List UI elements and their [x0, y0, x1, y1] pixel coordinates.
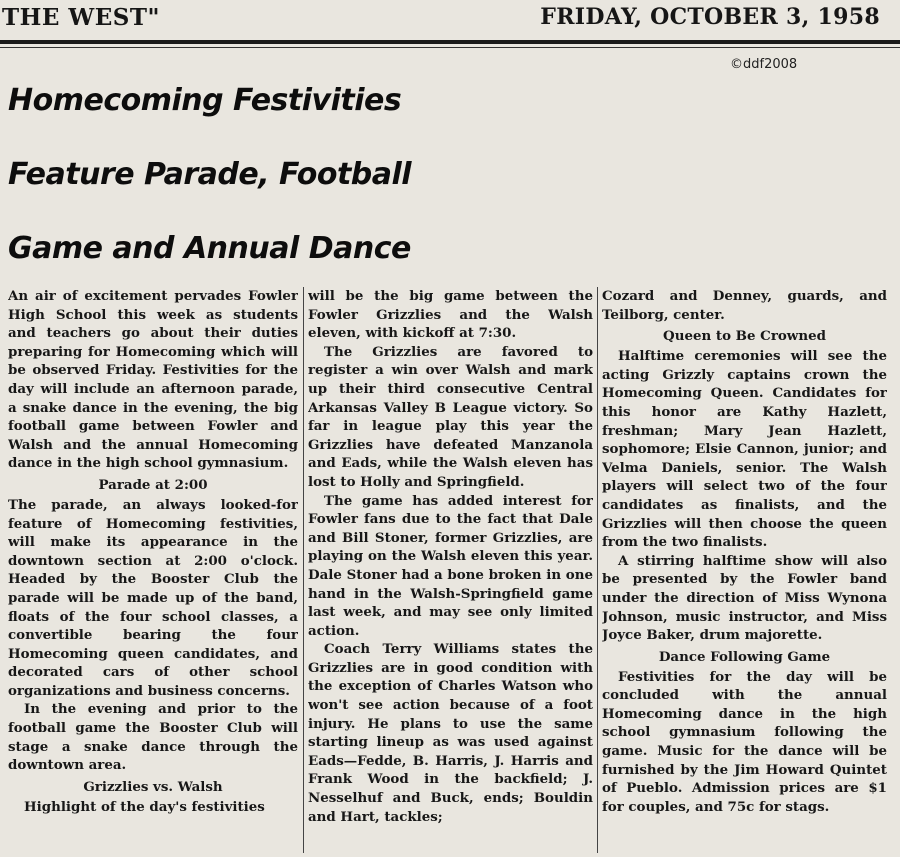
paragraph: Halftime ceremonies will see the acting Grizzly captains crown the Homecoming Queen. Candidates for this honor are Kathy Hazlett, freshman; Mary Jean Hazlett, sophomore; Elsie Cannon, junior; and Velma Daniels, senior. The Walsh players will select two of the four candidates as finalists, and the Grizzlies will then choose the queen from the two finalists. [602, 348, 887, 551]
masthead-thin-rule [0, 47, 900, 48]
subhead-dance: Dance Following Game [658, 648, 831, 665]
column-divider [303, 287, 304, 853]
masthead [0, 0, 900, 44]
paragraph: The parade, an always looked-for feature of Homecoming festivities, will make its appearance in the downtown section at 2:00 o'clock. Headed by the Booster Club the parade will be made up of the band, floats of the four school classes, a convertible bearing the four Homecoming queen candidates, and decorated cars of other school organizations and business concerns. [8, 496, 298, 699]
paragraph: Festivities for the day will be concluded with the annual Homecoming dance in the high school gymnasium following the game. Music for the dance will be furnished by the Jim Howard Quintet of Pueblo. Admission prices are $1 for couples, and 75c for stags. [602, 668, 887, 815]
paragraph: An air of excitement pervades Fowler High School this week as students and teachers go about their duties preparing for Homecoming which will be observed Friday. Festivities for the day will include an afternoon parade, a snake dance in the evening, the big football game between Fowler and Walsh and the annual Homecoming dance in the high school gymnasium. [8, 288, 298, 472]
column-2 [308, 287, 593, 853]
paragraph: Highlight of the day's festivities [24, 798, 265, 815]
subhead-grizzlies-vs-walsh: Grizzlies vs. Walsh [83, 778, 223, 795]
paragraph: In the evening and prior to the football game the Booster Club will stage a snake dance through the downtown area. [8, 701, 298, 774]
subhead-queen: Queen to Be Crowned [663, 328, 826, 345]
paragraph: The game has added interest for Fowler fans due to the fact that Dale and Bill Stoner, former Grizzlies, are playing on the Walsh eleven this year. Dale Stoner had a bone broken in one hand in the Walsh-Springfield game last week, and may see only limited action. [308, 492, 593, 639]
article-body [0, 287, 900, 853]
paragraph: A stirring halftime show will also be presented by the Fowler band under the direction of Miss Wynona Johnson, music instructor, and Miss Joyce Baker, drum majorette. [602, 552, 887, 644]
headline-line-2: Feature Parade, Football [8, 157, 412, 192]
headline-line-1: Homecoming Festivities [8, 83, 402, 118]
column-1 [8, 287, 298, 853]
column-3 [602, 287, 887, 853]
paragraph: Cozard and Denney, guards, and Teilborg, center. [602, 288, 887, 323]
column-divider [597, 287, 598, 853]
paragraph: Coach Terry Williams states the Grizzlies are in good condition with the exception of Charles Watson who won't see action because of a foot injury. He plans to use the same starting lineup as was used against Eads—Fedde, B. Harris, J. Harris and Frank Wood in the backfield; J. Nesselhuf and Buck, ends; Bouldin and Hart, tackles; [308, 641, 593, 825]
newspaper-name: THE WEST" [2, 4, 160, 31]
masthead-rule [0, 40, 900, 44]
copyright-credit: ©ddf2008 [730, 57, 798, 72]
paragraph: The Grizzlies are favored to register a win over Walsh and mark up their third consecutive Central Arkansas Valley B League victory. So far in league play this year the Grizzlies have defeated Manzanola and Eads, while the Walsh eleven has lost to Holly and Springfield. [308, 343, 593, 490]
headline-line-3: Game and Annual Dance [8, 231, 411, 266]
issue-date: FRIDAY, OCTOBER 3, 1958 [540, 4, 880, 30]
paragraph: will be the big game between the Fowler Grizzlies and the Walsh eleven, with kickoff at 7:30. [308, 288, 593, 342]
headline [8, 64, 893, 286]
subhead-parade: Parade at 2:00 [98, 476, 208, 493]
